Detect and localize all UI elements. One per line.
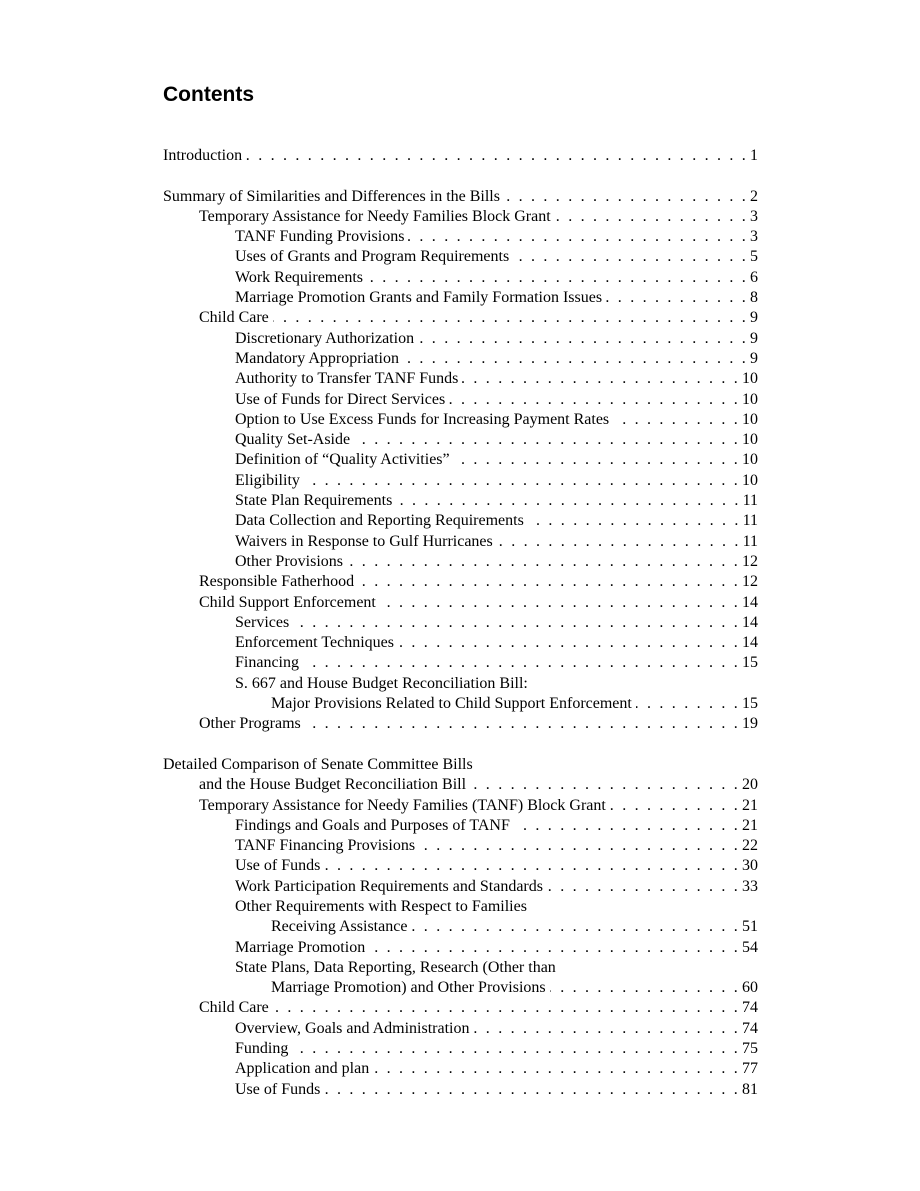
toc-entry-page-number: 74	[742, 1019, 758, 1037]
dot-leader	[636, 694, 740, 714]
dot-leader	[550, 978, 740, 998]
toc-entry-page-number: 8	[750, 289, 758, 307]
toc-entry-title: Option to Use Excess Funds for Increasing Payment Rates	[235, 410, 610, 428]
dot-leader	[555, 207, 748, 227]
toc-entry-title: Services	[235, 613, 290, 631]
dot-leader	[324, 1080, 740, 1100]
toc-entry-title: Responsible Fatherhood	[199, 573, 355, 591]
toc-entry[interactable]	[163, 410, 758, 430]
toc-entry-title: Marriage Promotion	[235, 938, 366, 956]
toc-entry-title: Eligibility	[235, 471, 300, 489]
toc-entry-title: Introduction	[163, 147, 243, 164]
toc-entry-title: Discretionary Authorization	[235, 329, 415, 347]
dot-leader	[347, 552, 740, 572]
toc-entry-title: Marriage Promotion Grants and Family Formation Issues	[235, 289, 603, 307]
toc-entry-page-number: 14	[742, 593, 758, 611]
toc-entry-title: State Plans, Data Reporting, Research (Other than	[235, 958, 556, 976]
toc-entry-page-number: 19	[742, 715, 758, 733]
dot-leader	[292, 1039, 740, 1059]
toc-entry-page-number: 14	[742, 613, 758, 631]
toc-entry-page-number: 3	[750, 207, 758, 225]
toc-entry[interactable]	[163, 430, 758, 450]
toc-entry-page-number: 11	[742, 532, 758, 550]
toc-entry-title: Child Care	[199, 309, 269, 327]
dot-leader	[514, 816, 740, 836]
toc-entry-title: Financing	[235, 654, 299, 672]
toc-entry-title: Marriage Promotion) and Other Provisions	[271, 979, 546, 997]
toc-entry[interactable]	[163, 1039, 758, 1059]
toc-entry[interactable]	[163, 552, 758, 572]
toc-entry-title: Enforcement Techniques	[235, 634, 394, 652]
toc-entry[interactable]	[163, 227, 758, 247]
dot-leader	[380, 593, 740, 613]
toc-entry-page-number: 1	[750, 147, 758, 164]
dot-leader	[513, 247, 748, 267]
toc-entry-page-number: 51	[742, 918, 758, 936]
toc-entry-title: Funding	[235, 1040, 289, 1058]
toc-entry[interactable]	[163, 1080, 758, 1100]
dot-leader	[606, 288, 748, 308]
toc-entry[interactable]	[163, 207, 758, 227]
toc-entry[interactable]	[163, 369, 758, 389]
toc-entry-page-number: 21	[742, 796, 758, 814]
toc-entry[interactable]	[163, 613, 758, 633]
table-of-contents	[163, 146, 758, 1100]
dot-leader	[293, 613, 740, 633]
toc-entry-page-number: 11	[742, 512, 758, 530]
toc-entry-page-number: 77	[742, 1060, 758, 1078]
toc-entry[interactable]	[163, 187, 758, 207]
toc-entry-page-number: 2	[750, 187, 758, 205]
toc-entry-page-number: 75	[742, 1040, 758, 1058]
toc-entry-title: Use of Funds	[235, 1080, 321, 1098]
dot-leader	[497, 532, 741, 552]
dot-leader	[504, 187, 748, 207]
dot-leader	[273, 998, 740, 1018]
toc-entry-page-number: 11	[742, 492, 758, 510]
toc-entry-page-number: 30	[742, 857, 758, 875]
toc-entry-page-number: 3	[750, 228, 758, 246]
dot-leader	[373, 1059, 740, 1079]
toc-entry[interactable]	[163, 390, 758, 410]
toc-entry[interactable]	[163, 998, 758, 1018]
toc-entry-page-number: 9	[750, 349, 758, 367]
dot-leader	[273, 308, 748, 328]
toc-entry-title: Other Programs	[199, 715, 301, 733]
toc-entry-title: Receiving Assistance	[271, 918, 408, 936]
toc-entry-title: S. 667 and House Budget Reconciliation Bill:	[235, 674, 528, 692]
toc-entry-page-number: 14	[742, 634, 758, 652]
toc-entry-title: Mandatory Appropriation	[235, 349, 399, 367]
toc-entry-title: and the House Budget Reconciliation Bill	[199, 776, 467, 794]
toc-entry-title: Quality Set-Aside	[235, 431, 351, 449]
toc-entry-title: Uses of Grants and Program Requirements	[235, 248, 510, 266]
toc-entry[interactable]	[163, 836, 758, 856]
toc-entry[interactable]	[163, 146, 758, 166]
toc-entry[interactable]	[163, 308, 758, 328]
toc-entry[interactable]	[163, 329, 758, 349]
toc-entry-page-number: 21	[742, 816, 758, 834]
toc-entry-title: Data Collection and Reporting Requirements	[235, 512, 524, 530]
toc-entry[interactable]	[163, 1019, 758, 1039]
toc-entry[interactable]	[163, 572, 758, 592]
toc-entry[interactable]	[163, 816, 758, 836]
dot-leader	[613, 410, 740, 430]
dot-leader	[303, 653, 740, 673]
dot-leader	[418, 329, 748, 349]
dot-leader	[454, 450, 740, 470]
toc-entry-title: Major Provisions Related to Child Support Enforcement	[271, 695, 632, 713]
toc-entry[interactable]	[163, 593, 758, 613]
toc-entry-title: TANF Financing Provisions	[235, 837, 416, 855]
toc-entry-title: Child Support Enforcement	[199, 593, 376, 611]
toc-entry-page-number: 12	[742, 552, 758, 570]
toc-entry-page-number: 10	[742, 410, 758, 428]
toc-entry-title: Child Care	[199, 999, 269, 1017]
dot-leader	[398, 633, 740, 653]
toc-entry[interactable]	[163, 511, 758, 531]
toc-entry-title: Waivers in Response to Gulf Hurricanes	[235, 532, 493, 550]
toc-entry[interactable]	[163, 268, 758, 288]
toc-entry[interactable]	[163, 674, 758, 694]
toc-entry-title: Use of Funds	[235, 857, 321, 875]
toc-entry-title: Definition of “Quality Activities”	[235, 451, 450, 469]
toc-entry[interactable]	[163, 958, 758, 978]
dot-leader	[324, 856, 740, 876]
toc-entry-page-number: 81	[742, 1080, 758, 1098]
toc-entry[interactable]	[163, 532, 758, 552]
toc-entry-title: Other Requirements with Respect to Families	[235, 897, 527, 915]
toc-entry[interactable]	[163, 877, 758, 897]
dot-leader	[408, 227, 748, 247]
toc-entry-page-number: 15	[742, 695, 758, 713]
toc-entry-page-number: 33	[742, 877, 758, 895]
toc-entry[interactable]	[163, 633, 758, 653]
dot-leader	[449, 390, 740, 410]
dot-leader	[354, 430, 740, 450]
dot-leader	[358, 572, 740, 592]
toc-entry-page-number: 10	[742, 370, 758, 388]
toc-entry[interactable]	[163, 755, 758, 775]
dot-leader	[411, 917, 740, 937]
toc-entry-title: Work Requirements	[235, 268, 364, 286]
dot-leader	[610, 796, 740, 816]
toc-entry-page-number: 9	[750, 309, 758, 327]
toc-entry-title: Temporary Assistance for Needy Families (TANF) Block Grant	[199, 796, 606, 814]
toc-entry-page-number: 20	[742, 776, 758, 794]
toc-entry-title: Other Provisions	[235, 552, 343, 570]
toc-entry-page-number: 15	[742, 654, 758, 672]
toc-entry[interactable]	[163, 897, 758, 917]
toc-entry[interactable]	[163, 694, 758, 714]
toc-entry-page-number: 12	[742, 573, 758, 591]
toc-entry[interactable]	[163, 491, 758, 511]
toc-entry[interactable]	[163, 856, 758, 876]
toc-entry-page-number: 54	[742, 938, 758, 956]
dot-leader	[304, 471, 740, 491]
dot-leader	[528, 511, 741, 531]
toc-entry-page-number: 60	[742, 979, 758, 997]
dot-leader	[246, 146, 748, 166]
toc-entry[interactable]	[163, 471, 758, 491]
toc-entry-title: TANF Funding Provisions	[235, 228, 405, 246]
toc-entry[interactable]	[163, 1059, 758, 1079]
dot-leader	[473, 1019, 740, 1039]
toc-entry-page-number: 9	[750, 329, 758, 347]
toc-entry[interactable]	[163, 978, 758, 998]
toc-entry-title: Authority to Transfer TANF Funds	[235, 370, 459, 388]
dot-leader	[367, 268, 748, 288]
dot-leader	[305, 714, 740, 734]
dot-leader	[396, 491, 740, 511]
toc-entry-page-number: 10	[742, 451, 758, 469]
toc-entry-title: Work Participation Requirements and Standards	[235, 877, 543, 895]
toc-entry-title: Temporary Assistance for Needy Families Block Grant	[199, 207, 551, 225]
toc-entry[interactable]	[163, 247, 758, 267]
toc-entry[interactable]	[163, 653, 758, 673]
toc-entry[interactable]	[163, 938, 758, 958]
toc-entry[interactable]	[163, 714, 758, 734]
toc-entry-title: Findings and Goals and Purposes of TANF	[235, 816, 510, 834]
dot-leader	[462, 369, 740, 389]
dot-leader	[547, 877, 740, 897]
toc-entry-title: State Plan Requirements	[235, 492, 393, 510]
toc-entry[interactable]	[163, 450, 758, 470]
toc-entry[interactable]	[163, 288, 758, 308]
toc-entry-page-number: 22	[742, 837, 758, 855]
dot-leader	[403, 349, 748, 369]
toc-entry[interactable]	[163, 917, 758, 937]
toc-entry-page-number: 10	[742, 471, 758, 489]
toc-entry-page-number: 6	[750, 268, 758, 286]
toc-entry-page-number: 10	[742, 431, 758, 449]
toc-entry-page-number: 5	[750, 248, 758, 266]
toc-entry-page-number: 74	[742, 999, 758, 1017]
dot-leader	[419, 836, 740, 856]
dot-leader	[470, 775, 740, 795]
toc-entry-title: Overview, Goals and Administration	[235, 1019, 470, 1037]
page-title: Contents	[163, 83, 254, 106]
toc-entry-page-number: 10	[742, 390, 758, 408]
toc-entry[interactable]	[163, 796, 758, 816]
toc-entry-title: Detailed Comparison of Senate Committee Bills	[163, 755, 473, 773]
dot-leader	[369, 938, 740, 958]
toc-entry[interactable]	[163, 775, 758, 795]
toc-entry-title: Use of Funds for Direct Services	[235, 390, 446, 408]
toc-entry-title: Summary of Similarities and Differences in the Bills	[163, 187, 500, 205]
toc-entry[interactable]	[163, 349, 758, 369]
toc-entry-title: Application and plan	[235, 1060, 370, 1078]
